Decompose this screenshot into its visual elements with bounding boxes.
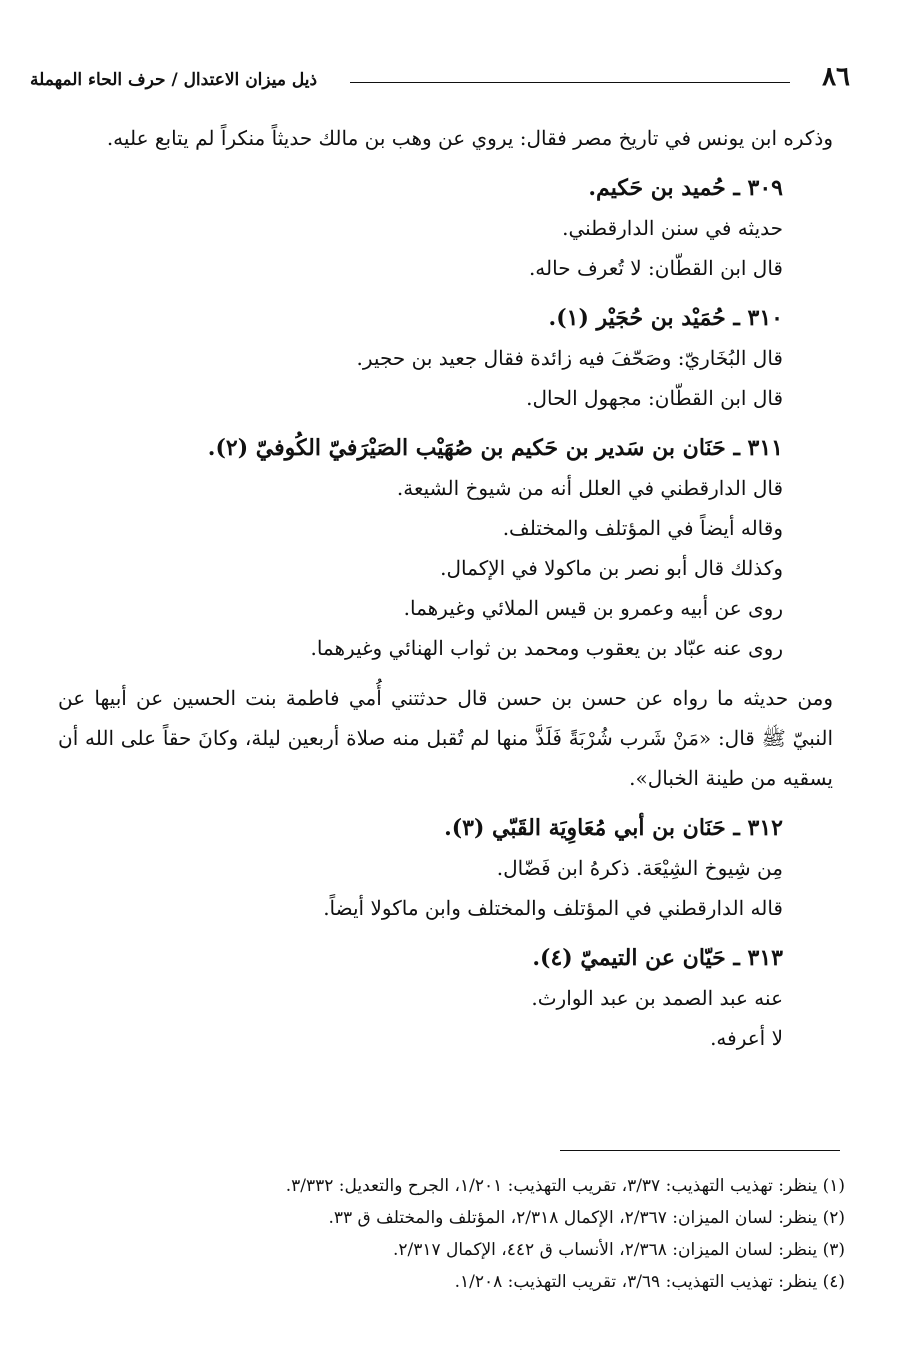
footnote: (١) ينظر: تهذيب التهذيب: ٣/٣٧، تقريب التهذيب: ١/٢٠١، الجرح والتعديل: ٣/٣٣٢. xyxy=(285,1176,845,1196)
page-header xyxy=(30,62,850,102)
running-title: ذيل ميزان الاعتدال / حرف الحاء المهملة xyxy=(30,70,318,90)
page-number: ٨٦ xyxy=(822,62,850,92)
paragraph: روى عن أبيه وعمرو بن قيس الملائي وغيرهما. xyxy=(403,596,783,620)
paragraph: وقاله أيضاً في المؤتلف والمختلف. xyxy=(502,516,783,540)
header-rule xyxy=(350,82,790,83)
entry-title: ٣١٣ ـ حَيّان عن التيميّ (٤). xyxy=(532,945,783,971)
paragraph: وذكره ابن يونس في تاريخ مصر فقال: يروي عن وهب بن مالك حديثاً منكراً لم يتابع عليه. xyxy=(106,126,833,150)
paragraph: ومن حديثه ما رواه عن حسن بن حسن قال حدثتني أُمي فاطمة بنت الحسين عن أبيها عن النبيّ ﷺ قال: «مَنْ شَرب شُرْبَةً فَلَذَّ منها لم تُقبل منه صلاة أربعين ليلة، وكانَ حقاً على الله أن يسقيه من طينة الخبال». xyxy=(58,686,833,790)
paragraph: مِن شِيوخ الشِيْعَة. ذكرهُ ابن فَضّال. xyxy=(496,856,783,880)
paragraph: قال ابن القطّان: لا تُعرف حاله. xyxy=(528,256,783,280)
paragraph: وكذلك قال أبو نصر بن ماكولا في الإكمال. xyxy=(440,556,783,580)
footnotes xyxy=(150,1170,845,1298)
body-text xyxy=(58,118,833,1058)
footnote: (٢) ينظر: لسان الميزان: ٢/٣٦٧، الإكمال ٢/٣١٨، المؤتلف والمختلف ق ٣٣. xyxy=(328,1208,845,1228)
entry-title: ٣١١ ـ حَنَان بن سَدير بن حَكيم بن صُهَيْب الصَيْرَفيّ الكُوفيّ (٢). xyxy=(207,435,783,461)
entry-title: ٣١٠ ـ حُمَيْد بن حُجَيْر (١). xyxy=(548,305,783,331)
paragraph: قال البُخَاريّ: وصَحّفَ فيه زائدة فقال جعيد بن حجير. xyxy=(356,346,783,370)
paragraph: لا أعرفه. xyxy=(710,1026,783,1050)
paragraph: قاله الدارقطني في المؤتلف والمختلف وابن ماكولا أيضاً. xyxy=(323,896,783,920)
paragraph: قال ابن القطّان: مجهول الحال. xyxy=(526,386,783,410)
paragraph: حديثه في سنن الدارقطني. xyxy=(562,216,783,240)
entry-title: ٣٠٩ ـ حُميد بن حَكيم. xyxy=(588,175,783,201)
footnote: (٤) ينظر: تهذيب التهذيب: ٣/٦٩، تقريب التهذيب: ١/٢٠٨. xyxy=(454,1272,845,1292)
paragraph: عنه عبد الصمد بن عبد الوارث. xyxy=(531,986,783,1010)
paragraph: قال الدارقطني في العلل أنه من شيوخ الشيعة. xyxy=(396,476,783,500)
entry-title: ٣١٢ ـ حَنَان بن أبي مُعَاوِيَة القَبّي (٣). xyxy=(444,815,783,841)
paragraph: روى عنه عبّاد بن يعقوب ومحمد بن ثواب الهنائي وغيرهما. xyxy=(310,636,783,660)
footnote-rule xyxy=(560,1150,840,1151)
footnote: (٣) ينظر: لسان الميزان: ٢/٣٦٨، الأنساب ق ٤٤٢، الإكمال ٢/٣١٧. xyxy=(392,1240,845,1260)
